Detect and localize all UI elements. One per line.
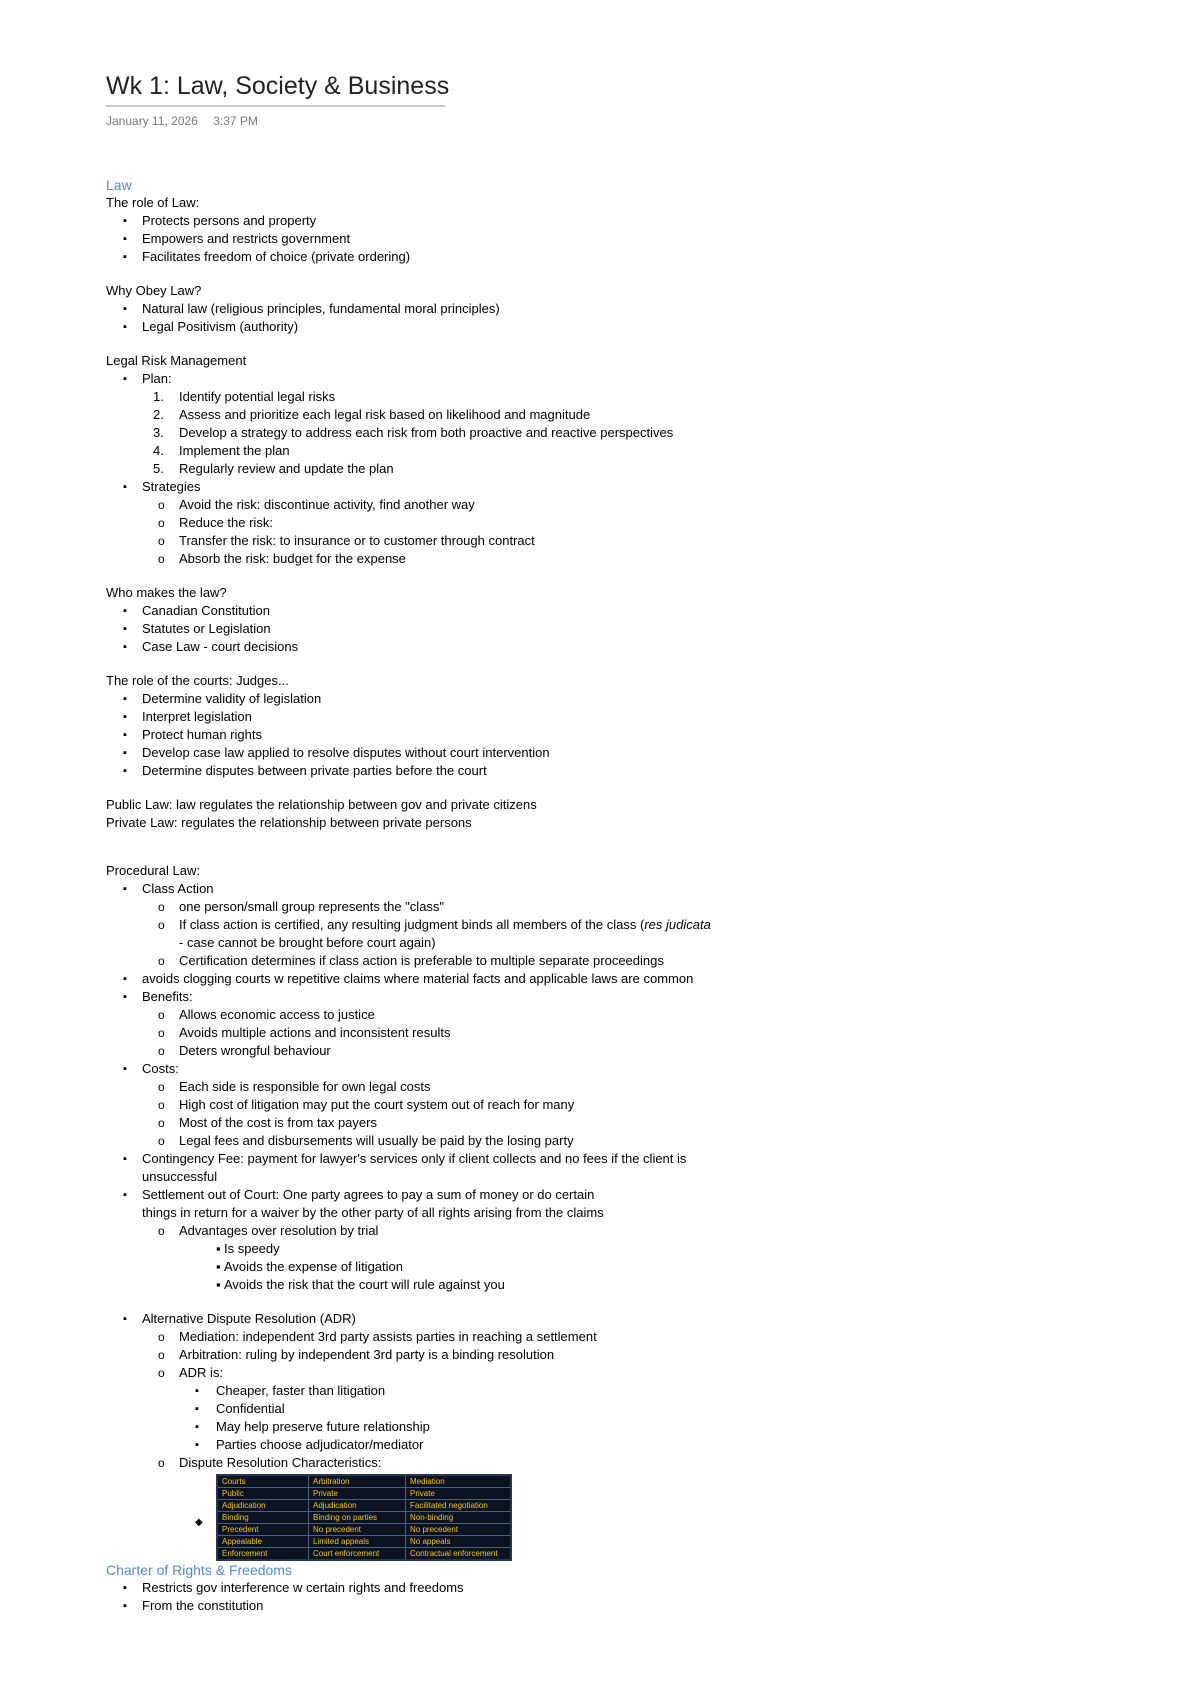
table-cell: Courts (217, 1475, 309, 1488)
section-heading-charter: Charter of Rights & Freedoms (106, 1562, 292, 1578)
table-row (217, 1500, 511, 1512)
table-row (217, 1512, 511, 1524)
class-action-item (106, 916, 1106, 952)
res-judicata-term: res judicata (644, 917, 711, 932)
class-action-label: ▪ Class Action (106, 880, 1106, 898)
table-cell: Public (217, 1488, 309, 1500)
public-law-definition: Public Law: law regulates the relationship between gov and private citizens (106, 797, 537, 812)
list-item: ▪ Determine validity of legislation (106, 690, 1106, 708)
note-body (106, 176, 1106, 1615)
adr-list (106, 1310, 1106, 1472)
advantage-item: ▪ Avoids the risk that the court will rule against you (106, 1276, 1106, 1294)
procedural-law-title: Procedural Law: (106, 863, 200, 878)
table-row (217, 1536, 511, 1548)
plan-step: 5. Regularly review and update the plan (106, 460, 1106, 478)
plan-label: ▪ Plan: (106, 370, 1106, 388)
table-cell: Precedent (217, 1524, 309, 1536)
table-cell: Contractual enforcement (406, 1548, 512, 1561)
table-row (217, 1488, 511, 1500)
who-makes-law-list (106, 602, 1106, 656)
table-cell: Adjudication (217, 1500, 309, 1512)
why-obey-list (106, 300, 1106, 336)
adr-label: ▪ Alternative Dispute Resolution (ADR) (106, 1310, 1106, 1328)
contingency-text-cont: unsuccessful (142, 1169, 218, 1184)
settlement-text-cont: things in return for a waiver by the other party of all rights arising from the claims (142, 1205, 604, 1220)
table-header-row (217, 1475, 511, 1488)
adr-item: o Mediation: independent 3rd party assists parties in reaching a settlement (106, 1328, 1106, 1346)
advantage-item: ▪ Avoids the expense of litigation (106, 1258, 1106, 1276)
note-page (106, 72, 1106, 1615)
table-cell: Facilitated negotiation (406, 1500, 512, 1512)
list-item: ▪ From the constitution (106, 1597, 1106, 1615)
benefit-item: o Deters wrongful behaviour (106, 1042, 1106, 1060)
class-action-text: If class action is certified, any resulting judgment binds all members of the class ( (179, 917, 645, 932)
adr-is-item: ▪ Parties choose adjudicator/mediator (106, 1436, 1106, 1454)
list-item: ▪ Restricts gov interference w certain rights and freedoms (106, 1579, 1106, 1597)
risk-management-title: Legal Risk Management (106, 353, 247, 368)
adr-item: o ADR is: (106, 1364, 1106, 1382)
class-action-text-cont: - case cannot be brought before court again) (179, 935, 436, 950)
table-cell: No appeals (406, 1536, 512, 1548)
characteristics-table-wrap (106, 1474, 1106, 1561)
list-item: ▪ Canadian Constitution (106, 602, 1106, 620)
table-cell: Enforcement (217, 1548, 309, 1561)
diamond-bullet-icon: ◆ (195, 1517, 203, 1528)
role-of-courts-title: The role of the courts: Judges... (106, 673, 289, 688)
charter-list (106, 1579, 1106, 1615)
plan-step: 2. Assess and prioritize each legal risk based on likelihood and magnitude (106, 406, 1106, 424)
list-item: ▪ Case Law - court decisions (106, 638, 1106, 656)
who-makes-law-title: Who makes the law? (106, 585, 227, 600)
adr-is-item: ▪ Confidential (106, 1400, 1106, 1418)
cost-item: o High cost of litigation may put the court system out of reach for many (106, 1096, 1106, 1114)
table-cell: Adjudication (309, 1500, 406, 1512)
strategy-item: o Reduce the risk: (106, 514, 1106, 532)
role-of-law-list (106, 212, 1106, 266)
list-item: ▪ Empowers and restricts government (106, 230, 1106, 248)
list-item: ▪ avoids clogging courts w repetitive claims where material facts and applicable laws are common (106, 970, 1106, 988)
table-row (217, 1524, 511, 1536)
table-cell: Binding on parties (309, 1512, 406, 1524)
strategy-item: o Absorb the risk: budget for the expense (106, 550, 1106, 568)
table-cell: Appealable (217, 1536, 309, 1548)
note-time: 3:37 PM (213, 114, 258, 128)
list-item: ▪ Legal Positivism (authority) (106, 318, 1106, 336)
list-item: ▪ Protect human rights (106, 726, 1106, 744)
why-obey-title: Why Obey Law? (106, 283, 202, 298)
strategy-item: o Avoid the risk: discontinue activity, find another way (106, 496, 1106, 514)
dispute-resolution-table (216, 1474, 512, 1561)
contingency-fee (106, 1150, 1106, 1186)
list-item: ▪ Natural law (religious principles, fundamental moral principles) (106, 300, 1106, 318)
adr-item: o Arbitration: ruling by independent 3rd party is a binding resolution (106, 1346, 1106, 1364)
settlement-text: Settlement out of Court: One party agrees to pay a sum of money or do certain (142, 1187, 595, 1202)
note-date: January 11, 2026 (106, 114, 198, 128)
role-of-law-title: The role of Law: (106, 195, 200, 210)
plan-step: 1. Identify potential legal risks (106, 388, 1106, 406)
table-cell: Court enforcement (309, 1548, 406, 1561)
table-cell: Non-binding (406, 1512, 512, 1524)
private-law-definition: Private Law: regulates the relationship between private persons (106, 815, 472, 830)
class-action-item: o one person/small group represents the "class" (106, 898, 1106, 916)
strategy-item: o Transfer the risk: to insurance or to customer through contract (106, 532, 1106, 550)
table-row (217, 1548, 511, 1561)
advantage-item: ▪ Is speedy (106, 1240, 1106, 1258)
characteristics-label: o Dispute Resolution Characteristics: (106, 1454, 1106, 1472)
class-action-item: o Certification determines if class action is preferable to multiple separate proceedings (106, 952, 1106, 970)
benefits-label: ▪ Benefits: (106, 988, 1106, 1006)
list-item: ▪ Develop case law applied to resolve disputes without court intervention (106, 744, 1106, 762)
benefit-item: o Avoids multiple actions and inconsistent results (106, 1024, 1106, 1042)
procedural-law-list (106, 880, 1106, 1294)
list-item: ▪ Facilitates freedom of choice (private ordering) (106, 248, 1106, 266)
cost-item: o Each side is responsible for own legal costs (106, 1078, 1106, 1096)
page-title: Wk 1: Law, Society & Business (106, 72, 445, 107)
list-item: ▪ Interpret legislation (106, 708, 1106, 726)
settlement (106, 1186, 1106, 1222)
table-cell: No precedent (406, 1524, 512, 1536)
role-of-courts-list (106, 690, 1106, 780)
section-heading-law: Law (106, 177, 132, 193)
table-cell: Private (406, 1488, 512, 1500)
list-item: ▪ Statutes or Legislation (106, 620, 1106, 638)
table-cell: No precedent (309, 1524, 406, 1536)
list-item: ▪ Protects persons and property (106, 212, 1106, 230)
risk-management-list (106, 370, 1106, 568)
cost-item: o Most of the cost is from tax payers (106, 1114, 1106, 1132)
plan-step: 3. Develop a strategy to address each risk from both proactive and reactive perspectives (106, 424, 1106, 442)
table-cell: Private (309, 1488, 406, 1500)
cost-item: o Legal fees and disbursements will usually be paid by the losing party (106, 1132, 1106, 1150)
strategies-label: ▪ Strategies (106, 478, 1106, 496)
table-cell: Limited appeals (309, 1536, 406, 1548)
benefit-item: o Allows economic access to justice (106, 1006, 1106, 1024)
plan-step: 4. Implement the plan (106, 442, 1106, 460)
adr-is-item: ▪ May help preserve future relationship (106, 1418, 1106, 1436)
table-cell: Binding (217, 1512, 309, 1524)
list-item: ▪ Determine disputes between private parties before the court (106, 762, 1106, 780)
contingency-text: Contingency Fee: payment for lawyer's services only if client collects and no fees if the client is (142, 1151, 687, 1166)
table-cell: Arbitration (309, 1475, 406, 1488)
advantages-label: o Advantages over resolution by trial (106, 1222, 1106, 1240)
adr-is-item: ▪ Cheaper, faster than litigation (106, 1382, 1106, 1400)
timestamp (106, 114, 1106, 128)
costs-label: ▪ Costs: (106, 1060, 1106, 1078)
table-cell: Mediation (406, 1475, 512, 1488)
